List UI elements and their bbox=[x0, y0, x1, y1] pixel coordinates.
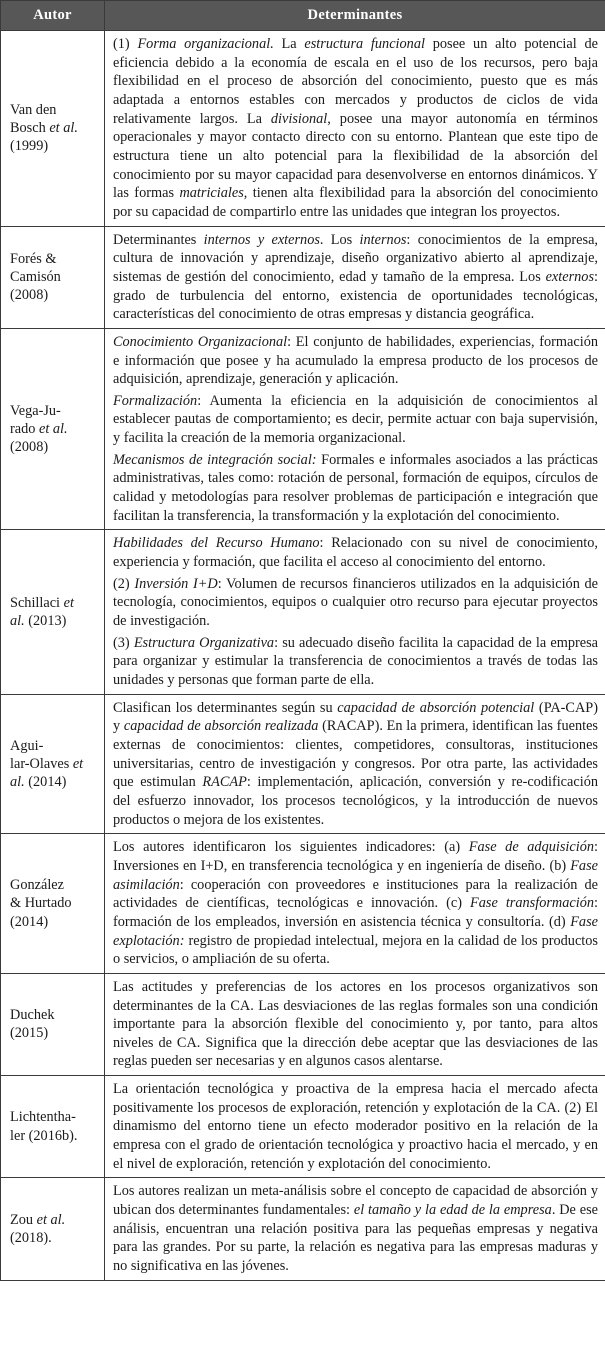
column-header-autor: Autor bbox=[1, 1, 105, 31]
determinants-paragraph: Conocimiento Organizacional: El conjunto de habilidades, experiencias, formación e información que posee y ha acumulado la empresa producto de los procesos de adquisición, aprendizaje, generación y aplicación. bbox=[113, 333, 598, 388]
determinants-paragraph: (2) Inversión I+D: Volumen de recursos financieros utilizados en la adquisición de tecnología, conocimientos, equipos o cualquier otro recurso para ejecutar proyectos de investigación. bbox=[113, 575, 598, 630]
author-cell bbox=[1, 694, 105, 834]
author-line: Schillaci et bbox=[10, 594, 74, 611]
author-line: & Hurtado bbox=[10, 895, 72, 912]
determinants-cell bbox=[105, 328, 605, 530]
author-line: Bosch et al. bbox=[10, 120, 78, 137]
table-row bbox=[1, 226, 605, 328]
determinants-paragraph: Clasifican los determinantes según su capacidad de absorción potencial (PA-CAP) y capacidad de absorción realizada (RACAP). En la primera, identifican las fuentes externas de conocimientos: clientes, competidores, consultoras, instituciones universitarias, centro de investigación y congresos. Por otra parte, las actividades que estimulan RACAP: implementación, aplicación, conversión y re-codificación del esfuerzo innovador, los procesos tecnológicos, y la introducción de nuevos productos o mejora de los existentes. bbox=[113, 699, 598, 828]
author-line: Zou et al. bbox=[10, 1211, 66, 1228]
author-line: Forés & bbox=[10, 250, 57, 267]
table-row bbox=[1, 31, 605, 227]
author-cell bbox=[1, 1076, 105, 1178]
determinants-cell bbox=[105, 973, 605, 1075]
author-line: (1999) bbox=[10, 138, 49, 155]
table-body bbox=[1, 31, 605, 1281]
table-header-row bbox=[1, 1, 605, 31]
author-line: (2008) bbox=[10, 287, 49, 304]
determinants-paragraph: Los autores realizan un meta-análisis sobre el concepto de capacidad de absorción y ubican dos determinantes fundamentales: el tamaño y la edad de la empresa. De ese análisis, encuentran una relación positiva para las pequeñas empresas y negativa para las grandes. Por su parte, la relación es negativa para las empresas maduras y no significativa en las jóvenes. bbox=[113, 1183, 599, 1275]
determinants-cell bbox=[105, 1178, 605, 1280]
author-line: (2015) bbox=[10, 1025, 49, 1042]
determinants-paragraph: Formalización: Aumenta la eficiencia en la adquisición de conocimientos al establecer pautas de comportamiento; es decir, permite actuar con baja supervisión, y facilita la creación de la memoria organizacional. bbox=[113, 392, 598, 447]
table-row bbox=[1, 973, 605, 1075]
author-line: Vega-Ju- bbox=[10, 402, 61, 419]
determinants-paragraph: Mecanismos de integración social: Formales e informales asociados a las prácticas administrativas, tales como: rotación de personal, formación de equipos, círculos de calidad y metodologías para resolver problemas de participación e integración que facilitan la transferencia, la transformación y la explotación del conocimiento. bbox=[113, 451, 598, 524]
determinants-paragraph: (1) Forma organizacional. La estructura funcional posee un alto potencial de eficiencia debido a la economía de escala en el uso de los recursos, pero baja flexibilidad en el proceso de absorción del conocimiento, puesto que es más adaptada a entornos estables con mercados y productos de ciclos de vida relativamente largos. La divisional, posee una mayor autonomía en términos operacionales y mayor contacto directo con su entorno. Plantean que este tipo de estructura tiene un alto potencial para la flexibilidad de la absorción del conocimiento por su mayor capacidad para desenvolverse en entornos dinámicos. Y las formas matriciales, tienen alta flexibilidad para la absorción del conocimiento por su capacidad de compartirlo entre las unidades que integran los proyectos. bbox=[113, 36, 598, 220]
determinants-paragraph: La orientación tecnológica y proactiva de la empresa hacia el mercado afecta positivamente los procesos de exploración, retención y explotación de la CA. (2) El dinamismo del entorno tiene un efecto moderador positivo en la relación de la empresa con el grado de orientación tecnológica y proactivo hacia el mercado, y en el nivel de exploración, retención y explotación del conocimiento. bbox=[113, 1081, 598, 1172]
determinants-cell bbox=[105, 834, 605, 974]
table-row bbox=[1, 834, 605, 974]
author-cell bbox=[1, 31, 105, 227]
determinants-paragraph: (3) Estructura Organizativa: su adecuado diseño facilita la capacidad de la empresa para organizar y estimular la transferencia de conocimientos a través de todas las unidades y personas que forman parte de ella. bbox=[113, 634, 599, 688]
author-line: Camisón bbox=[10, 269, 61, 286]
determinants-paragraph: Las actitudes y preferencias de los actores en los procesos organizativos son determinantes de la CA. Las desviaciones de las reglas formales son una condición importante para la absorción flexible del conocimiento y, por tanto, para altos niveles de CA. Significa que la dirección debe aceptar que las desviaciones de las reglas pueden ser necesarias y en algunos casos alentarse. bbox=[113, 978, 598, 1070]
author-line: al. (2014) bbox=[10, 774, 67, 791]
table-row bbox=[1, 328, 605, 530]
determinants-cell bbox=[105, 31, 605, 227]
table-row bbox=[1, 1178, 605, 1280]
determinants-cell bbox=[105, 694, 605, 834]
author-line: al. (2013) bbox=[10, 613, 67, 630]
table-row bbox=[1, 1076, 605, 1178]
author-cell bbox=[1, 530, 105, 694]
determinants-cell bbox=[105, 530, 605, 694]
table-row bbox=[1, 530, 605, 694]
author-cell bbox=[1, 226, 105, 328]
author-line: ler (2016b). bbox=[10, 1127, 78, 1144]
author-line: Lichtentha- bbox=[10, 1109, 76, 1126]
determinants-paragraph: Los autores identificaron los siguientes indicadores: (a) Fase de adquisición: Inversiones en I+D, en transferencia tecnológica y en ingeniería de diseño. (b) Fase asimilación: cooperación con proveedores e instituciones para la realización de actividades de científicas, tecnológicas e innovación. (c) Fase transformación: formación de los empleados, inversión en asistencia técnica y consultoría. (d) Fase explotación: registro de propiedad intelectual, mejora en la calidad de los productos o servicios, o ampliación de su oferta. bbox=[113, 839, 598, 968]
determinants-paragraph: Determinantes internos y externos. Los internos: conocimientos de la empresa, cultura de innovación y aprendizaje, diseño organizativo abierto al aprendizaje, sistemas de gestión del conocimiento, edad y tamaño de la empresa. Los externos: grado de turbulencia del entorno, existencia de oportunidades tecnológicas, características del conocimiento de otras empresas y distancia geográfica. bbox=[113, 231, 598, 323]
column-header-determinantes: Determinantes bbox=[105, 1, 605, 31]
determinants-cell bbox=[105, 226, 605, 328]
author-line: (2014) bbox=[10, 913, 49, 930]
author-line: (2018). bbox=[10, 1230, 52, 1247]
table-row bbox=[1, 694, 605, 834]
author-line: Van den bbox=[10, 101, 57, 118]
author-line: lar-Olaves et bbox=[10, 755, 84, 772]
author-line: rado et al. bbox=[10, 420, 68, 437]
author-cell bbox=[1, 834, 105, 974]
author-cell bbox=[1, 328, 105, 530]
author-cell bbox=[1, 1178, 105, 1280]
determinants-cell bbox=[105, 1076, 605, 1178]
author-line: (2008) bbox=[10, 439, 49, 456]
author-line: Agui- bbox=[10, 737, 44, 754]
author-cell bbox=[1, 973, 105, 1075]
table-header bbox=[1, 1, 605, 31]
author-line: Duchek bbox=[10, 1007, 55, 1024]
author-line: González bbox=[10, 877, 64, 894]
determinants-paragraph: Habilidades del Recurso Humano: Relacionado con su nivel de conocimiento, experiencia y formación, que facilita el acceso al conocimiento del entorno. bbox=[113, 535, 598, 571]
